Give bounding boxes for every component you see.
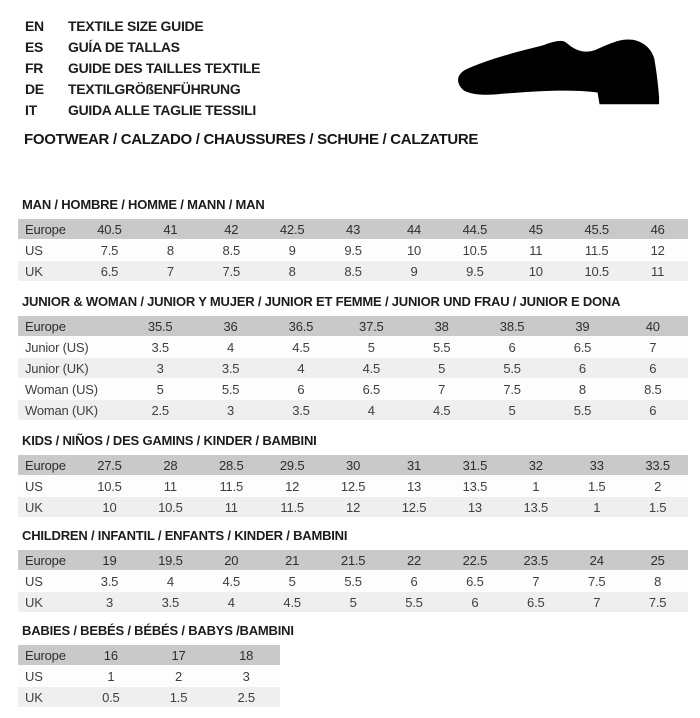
size-table: [18, 219, 688, 282]
size-value-cell: 35.5: [147, 319, 173, 334]
size-value-cell: 4: [166, 574, 174, 589]
table-row: [18, 666, 280, 687]
size-value-cell: 5: [156, 382, 164, 397]
language-row: [25, 58, 260, 79]
row-label: US: [25, 479, 43, 494]
size-value-cell: 5.5: [573, 403, 592, 418]
size-value-cell: 12.5: [340, 479, 366, 494]
language-row: [25, 37, 260, 58]
size-value-cell: 4: [227, 595, 235, 610]
size-value-cell: 4.5: [362, 361, 381, 376]
size-section-kids: [18, 433, 688, 518]
size-section-children: [18, 528, 688, 613]
size-value-cell: 3.5: [221, 361, 240, 376]
size-value-cell: 44: [406, 222, 422, 237]
size-value-cell: 6.5: [100, 264, 119, 279]
table-row: [18, 571, 688, 592]
row-label: UK: [25, 264, 43, 279]
size-value-cell: 10: [102, 500, 117, 515]
table-row: [18, 316, 688, 337]
size-value-cell: 3: [156, 361, 164, 376]
size-value-cell: 18: [239, 648, 254, 663]
size-value-cell: 0.5: [102, 690, 120, 705]
row-label: Junior (US): [25, 340, 89, 355]
size-value-cell: 4.5: [222, 574, 240, 589]
size-value-cell: 38.5: [499, 319, 525, 334]
row-label: Europe: [25, 553, 66, 568]
size-value-cell: 5: [438, 361, 446, 376]
size-value-cell: 45.5: [584, 222, 609, 237]
size-value-cell: 7.5: [587, 574, 606, 589]
size-value-cell: 9.5: [466, 264, 484, 279]
size-value-cell: 46: [650, 222, 665, 237]
size-value-cell: 11: [651, 264, 665, 279]
language-code: IT: [25, 102, 37, 118]
size-value-cell: 12: [650, 243, 665, 258]
size-value-cell: 21: [285, 553, 300, 568]
language-label: TEXTILGRÖßENFÜHRUNG: [68, 81, 241, 97]
table-row: [18, 645, 280, 666]
size-value-cell: 38: [434, 319, 449, 334]
size-value-cell: 2.5: [237, 690, 255, 705]
language-row: [25, 100, 260, 121]
size-value-cell: 10.5: [158, 500, 183, 515]
language-label: GUIDE DES TAILLES TEXTILE: [68, 60, 261, 76]
size-value-cell: 9.5: [344, 243, 362, 258]
size-value-cell: 6: [649, 403, 657, 418]
size-value-cell: 7: [593, 595, 601, 610]
size-table: [18, 316, 688, 421]
size-value-cell: 12.5: [401, 500, 427, 515]
size-value-cell: 3: [105, 595, 113, 610]
size-value-cell: 4: [227, 340, 235, 355]
size-value-cell: 9: [410, 264, 418, 279]
row-label: Europe: [25, 319, 66, 334]
table-row: [18, 240, 688, 261]
size-value-cell: 40.5: [97, 222, 122, 237]
section-title: KIDS / NIÑOS / DES GAMINS / KINDER / BAMBINI: [22, 433, 317, 448]
size-section-man: [18, 197, 688, 282]
size-value-cell: 4.5: [432, 403, 451, 418]
size-value-cell: 6: [649, 361, 657, 376]
row-label: UK: [25, 595, 43, 610]
row-label: Europe: [25, 222, 66, 237]
size-value-cell: 33: [589, 458, 604, 473]
size-value-cell: 10.5: [462, 243, 488, 258]
size-value-cell: 4: [367, 403, 375, 418]
size-value-cell: 6: [471, 595, 479, 610]
size-value-cell: 8: [166, 243, 174, 258]
size-value-cell: 1: [593, 500, 601, 515]
row-label: UK: [25, 500, 43, 515]
size-value-cell: 16: [103, 648, 118, 663]
size-value-cell: 29.5: [279, 458, 305, 473]
row-label: Europe: [25, 648, 66, 663]
language-row: [25, 16, 260, 37]
size-value-cell: 10: [406, 243, 422, 258]
shoe-icon: [452, 30, 667, 112]
size-value-cell: 21.5: [340, 553, 366, 568]
row-label: Woman (US): [25, 382, 98, 397]
size-value-cell: 22.5: [462, 553, 488, 568]
size-value-cell: 7: [649, 340, 657, 355]
size-table: [18, 455, 688, 518]
size-value-cell: 9: [288, 243, 296, 258]
size-value-cell: 40: [645, 319, 660, 334]
table-row: [18, 476, 688, 497]
section-title: MAN / HOMBRE / HOMME / MANN / MAN: [22, 197, 265, 212]
size-value-cell: 7.5: [648, 595, 667, 610]
size-value-cell: 11.5: [280, 500, 304, 515]
size-value-cell: 7.5: [222, 264, 240, 279]
size-value-cell: 12: [285, 479, 300, 494]
row-label: Europe: [25, 458, 66, 473]
table-row: [18, 219, 688, 240]
size-value-cell: 42: [224, 222, 239, 237]
size-value-cell: 5.5: [503, 361, 521, 376]
size-value-cell: 11: [163, 479, 177, 494]
size-value-cell: 43: [346, 222, 361, 237]
size-value-cell: 5.5: [344, 574, 362, 589]
size-value-cell: 5.5: [432, 340, 451, 355]
size-value-cell: 4: [297, 361, 305, 376]
size-value-cell: 13: [406, 479, 422, 494]
section-title: CHILDREN / INFANTIL / ENFANTS / KINDER / BAMBINI: [22, 528, 348, 543]
size-value-cell: 33.5: [645, 458, 670, 473]
size-tables: [18, 197, 688, 718]
language-list: [25, 16, 260, 121]
language-code: DE: [25, 81, 44, 97]
size-value-cell: 5: [349, 595, 357, 610]
size-value-cell: 11.5: [219, 479, 244, 494]
size-value-cell: 1.5: [587, 479, 606, 494]
size-value-cell: 12: [346, 500, 361, 515]
size-value-cell: 7: [438, 382, 446, 397]
size-section-babies: [18, 623, 688, 708]
section-title: BABIES / BEBÉS / BÉBÉS / BABYS /BAMBINI: [22, 623, 294, 638]
size-value-cell: 13.5: [462, 479, 488, 494]
size-value-cell: 6: [297, 382, 305, 397]
size-value-cell: 3: [242, 669, 250, 684]
size-value-cell: 44.5: [462, 222, 488, 237]
size-value-cell: 3.5: [161, 595, 180, 610]
size-value-cell: 6.5: [573, 340, 592, 355]
size-value-cell: 45: [528, 222, 543, 237]
size-value-cell: 8.5: [644, 382, 662, 397]
size-value-cell: 4.5: [283, 595, 301, 610]
table-row: [18, 379, 688, 400]
size-value-cell: 1.5: [169, 690, 188, 705]
size-value-cell: 37.5: [359, 319, 384, 334]
size-value-cell: 2: [654, 479, 662, 494]
size-value-cell: 4.5: [292, 340, 310, 355]
size-value-cell: 1: [532, 479, 540, 494]
table-row: [18, 497, 688, 518]
table-row: [18, 400, 688, 421]
size-value-cell: 8: [654, 574, 662, 589]
language-label: GUIDA ALLE TAGLIE TESSILI: [68, 102, 256, 118]
language-label: TEXTILE SIZE GUIDE: [68, 18, 204, 34]
row-label: Woman (UK): [25, 403, 98, 418]
language-code: ES: [25, 39, 44, 55]
size-value-cell: 19.5: [158, 553, 183, 568]
row-label: US: [25, 243, 43, 258]
size-value-cell: 13.5: [523, 500, 549, 515]
language-label: GUÍA DE TALLAS: [68, 39, 180, 55]
size-value-cell: 7.5: [503, 382, 521, 397]
size-value-cell: 3.5: [292, 403, 310, 418]
size-value-cell: 22: [406, 553, 422, 568]
size-value-cell: 10.5: [97, 479, 122, 494]
row-label: US: [25, 669, 43, 684]
size-value-cell: 36: [223, 319, 238, 334]
table-row: [18, 550, 688, 571]
size-value-cell: 8: [288, 264, 296, 279]
size-value-cell: 5.5: [221, 382, 240, 397]
size-value-cell: 42.5: [279, 222, 305, 237]
size-value-cell: 11: [224, 500, 238, 515]
table-row: [18, 455, 688, 476]
size-value-cell: 27.5: [97, 458, 122, 473]
size-value-cell: 6: [578, 361, 586, 376]
size-value-cell: 1.5: [648, 500, 667, 515]
size-value-cell: 7: [166, 264, 174, 279]
row-label: UK: [25, 690, 43, 705]
table-row: [18, 261, 688, 282]
table-row: [18, 687, 280, 708]
size-value-cell: 6: [508, 340, 516, 355]
size-table: [18, 645, 280, 708]
size-table: [18, 550, 688, 613]
size-value-cell: 7.5: [100, 243, 119, 258]
size-value-cell: 10: [528, 264, 543, 279]
size-value-cell: 5: [288, 574, 296, 589]
size-value-cell: 31: [406, 458, 422, 473]
size-value-cell: 20: [224, 553, 239, 568]
size-value-cell: 11: [529, 243, 543, 258]
size-value-cell: 5: [508, 403, 516, 418]
language-code: FR: [25, 60, 44, 76]
size-value-cell: 8: [578, 382, 586, 397]
section-title: JUNIOR & WOMAN / JUNIOR Y MUJER / JUNIOR ET FEMME / JUNIOR UND FRAU / JUNIOR E DONA: [22, 294, 621, 309]
size-value-cell: 24: [589, 553, 604, 568]
size-value-cell: 3.5: [151, 340, 169, 355]
size-value-cell: 8.5: [222, 243, 240, 258]
table-row: [18, 358, 688, 379]
size-value-cell: 6: [410, 574, 418, 589]
row-label: Junior (UK): [25, 361, 89, 376]
size-value-cell: 28.5: [219, 458, 244, 473]
size-value-cell: 30: [346, 458, 361, 473]
language-code: EN: [25, 18, 44, 34]
size-value-cell: 7: [532, 574, 540, 589]
size-value-cell: 39: [575, 319, 590, 334]
size-value-cell: 6.5: [466, 574, 484, 589]
size-value-cell: 1: [107, 669, 115, 684]
size-value-cell: 8.5: [344, 264, 362, 279]
category-title: FOOTWEAR / CALZADO / CHAUSSURES / SCHUHE / CALZATURE: [24, 131, 479, 148]
size-value-cell: 3.5: [100, 574, 119, 589]
table-row: [18, 337, 688, 358]
size-value-cell: 17: [171, 648, 186, 663]
language-row: [25, 79, 260, 100]
size-value-cell: 23.5: [523, 553, 549, 568]
table-row: [18, 592, 688, 613]
size-value-cell: 41: [163, 222, 178, 237]
size-value-cell: 11.5: [584, 243, 609, 258]
size-value-cell: 19: [102, 553, 117, 568]
size-value-cell: 32: [528, 458, 543, 473]
row-label: US: [25, 574, 43, 589]
size-value-cell: 36.5: [288, 319, 314, 334]
size-value-cell: 6.5: [362, 382, 381, 397]
size-value-cell: 5.5: [405, 595, 423, 610]
size-value-cell: 2.5: [151, 403, 169, 418]
size-value-cell: 25: [650, 553, 665, 568]
size-value-cell: 5: [367, 340, 375, 355]
size-value-cell: 2: [174, 669, 183, 684]
size-value-cell: 3: [227, 403, 235, 418]
size-section-junior_woman: [18, 294, 688, 421]
size-value-cell: 6.5: [527, 595, 545, 610]
size-value-cell: 10.5: [584, 264, 609, 279]
size-value-cell: 13: [467, 500, 482, 515]
size-value-cell: 31.5: [462, 458, 488, 473]
size-value-cell: 28: [163, 458, 178, 473]
